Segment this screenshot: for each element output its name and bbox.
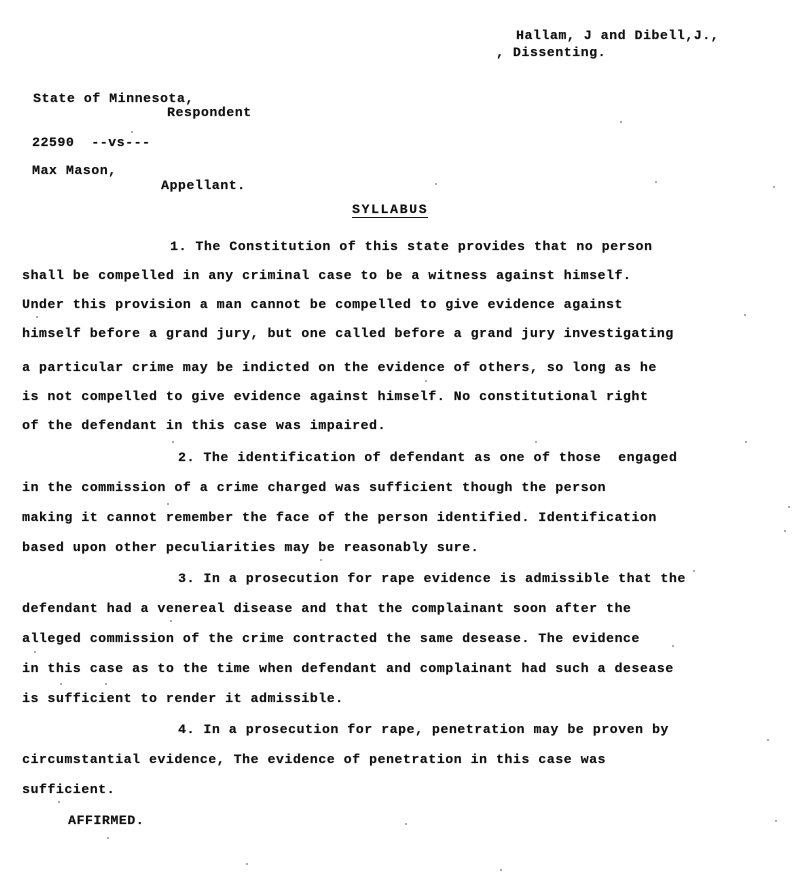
scan-speck [773,186,775,188]
scan-speck [170,620,172,622]
scan-speck [131,131,133,133]
paragraph-1-line-7: of the defendant in this case was impaired. [22,418,386,433]
scan-speck [784,530,786,532]
scan-speck [535,441,537,443]
caption-plaintiff: State of Minnesota, [33,91,194,106]
scan-speck [775,820,777,822]
paragraph-1-line-4: himself before a grand jury, but one called before a grand jury investigating [22,326,674,341]
scan-speck [425,380,427,382]
scan-speck [105,683,107,685]
scan-speck [405,823,407,825]
caption-plaintiff-role: Respondent [167,105,252,120]
scan-speck [435,183,437,185]
scan-speck [60,683,62,685]
paragraph-4-line-1: 4. In a prosecution for rape, penetration may be proven by [178,722,669,737]
judges-line: Hallam, J and Dibell,J., [516,28,720,43]
paragraph-1-line-5: a particular crime may be indicted on the evidence of others, so long as he [22,360,657,375]
scan-speck [620,121,622,123]
paragraph-2-line-4: based upon other peculiarities may be reasonably sure. [22,540,480,555]
scan-speck [320,559,322,561]
paragraph-3-line-1: 3. In a prosecution for rape evidence is admissible that the [178,571,686,586]
caption-docket-line: 22590 --vs--- [32,135,151,150]
scan-speck [744,314,746,316]
paragraph-1-line-6: is not compelled to give evidence against himself. No constitutional right [22,389,649,404]
scan-speck [167,503,169,505]
paragraph-3-line-5: is sufficient to render it admissible. [22,691,344,706]
caption-defendant-role: Appellant. [161,178,246,193]
scan-speck [34,651,36,653]
paragraph-1-line-1: 1. The Constitution of this state provides that no person [170,239,653,254]
scan-speck [500,869,502,871]
scan-speck [172,441,174,443]
paragraph-2-line-1: 2. The identification of defendant as one of those engaged [178,450,678,465]
paragraph-1-line-2: shall be compelled in any criminal case to be a witness against himself. [22,268,632,283]
paragraph-2-line-3: making it cannot remember the face of the person identified. Identification [22,510,657,525]
scan-speck [693,570,695,572]
paragraph-3-line-3: alleged commission of the crime contracted the same desease. The evidence [22,631,640,646]
scan-speck [655,181,657,183]
scan-speck [745,441,747,443]
paragraph-2-line-2: in the commission of a crime charged was sufficient though the person [22,480,607,495]
paragraph-3-line-4: in this case as to the time when defendant and complainant had such a desease [22,661,674,676]
scan-speck [36,316,38,318]
dissenting-line: , Dissenting. [496,45,607,60]
disposition-line: AFFIRMED. [68,813,145,828]
scan-speck [246,863,248,865]
paragraph-4-line-2: circumstantial evidence, The evidence of penetration in this case was [22,752,607,767]
caption-defendant: Max Mason, [32,163,117,178]
scan-speck [58,801,60,803]
scan-speck [672,645,674,647]
scan-speck [788,506,790,508]
paragraph-3-line-2: defendant had a venereal disease and that the complainant soon after the [22,601,632,616]
paragraph-4-line-3: sufficient. [22,782,116,797]
scan-speck [767,739,769,741]
syllabus-heading: SYLLABUS [352,202,429,217]
paragraph-1-line-3: Under this provision a man cannot be compelled to give evidence against [22,297,623,312]
scan-speck [107,837,109,839]
